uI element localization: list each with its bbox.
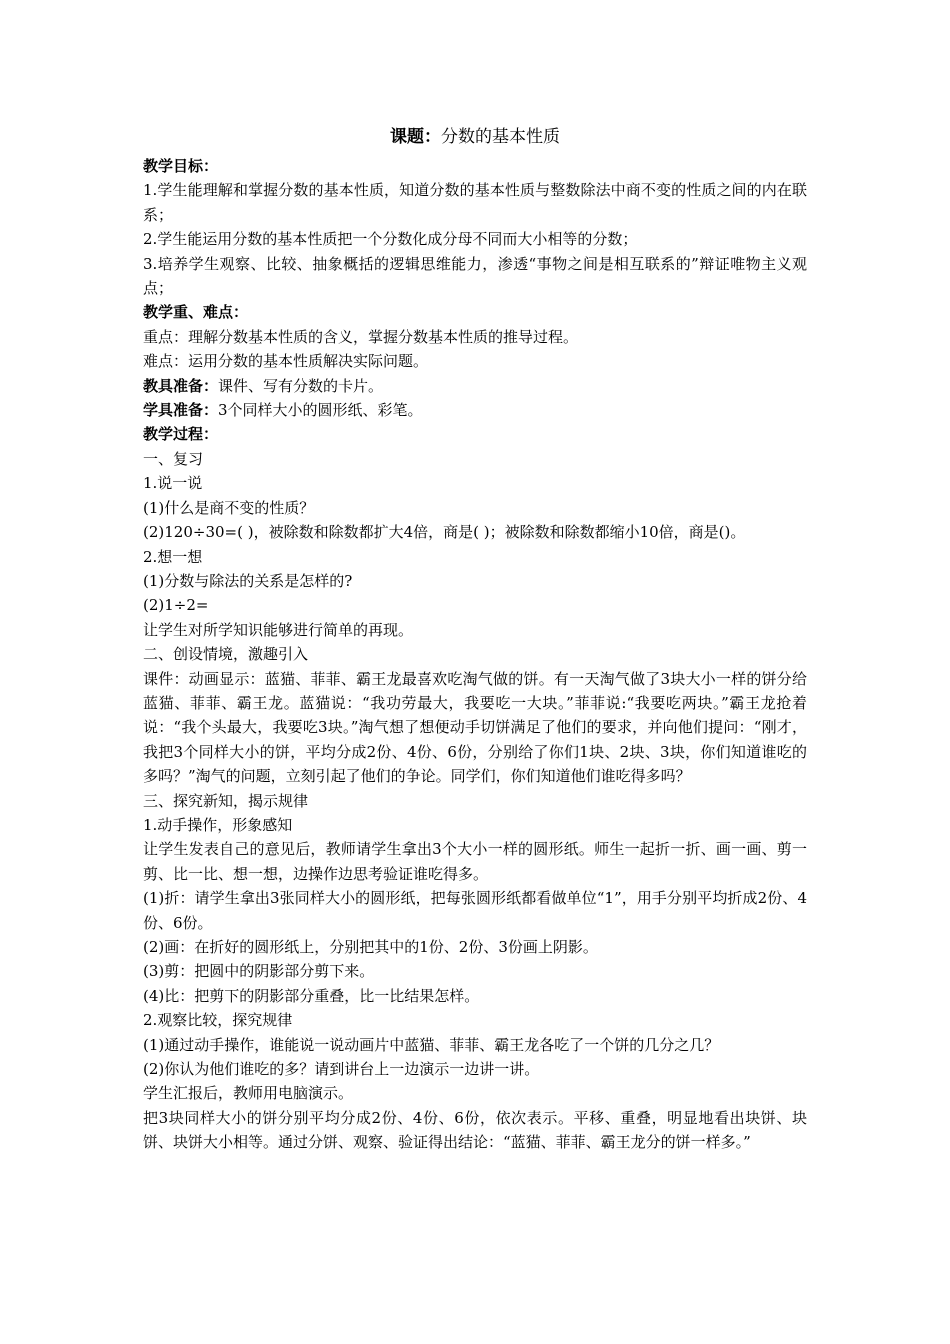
key-point: 重点：理解分数基本性质的含义，掌握分数基本性质的推导过程。	[143, 327, 579, 346]
process-line: (4)比：把剪下的阴影部分重叠，比一比结果怎样。	[143, 986, 480, 1005]
process-line: 2.观察比较，探究规律	[143, 1011, 293, 1030]
process-line: 把3块同样大小的饼分别平均分成2份、4份、6份，依次表示。平移、重叠，明显地看出块饼、块饼、块饼大小相等。通过分饼、观察、验证得出结论：“蓝猫、菲菲、霸王龙分的饼一样多。”	[143, 1108, 807, 1152]
process-line: (1)分数与除法的关系是怎样的?	[143, 571, 353, 590]
process-line: 二、创设情境，激趣引入	[143, 645, 309, 664]
process-line: 课件：动画显示：蓝猫、菲菲、霸王龙最喜欢吃淘气做的饼。有一天淘气做了3块大小一样的饼分给蓝猫、菲菲、霸王龙。蓝猫说：“我功劳最大，我要吃一大块。”菲菲说:“我要吃两块。”霸王龙抢着说：“我个头最大，我要吃3块。”淘气想了想便动手切饼满足了他们的要求，并向他们提问：“刚才，我把3个同样大小的饼，平均分成2份、4份、6份，分别给了你们1块、2块、3块，你们知道谁吃的多吗？”淘气的问题，立刻引起了他们的争论。同学们，你们知道他们谁吃得多吗？	[143, 669, 807, 786]
process-line: (1)什么是商不变的性质？	[143, 498, 315, 517]
objectives-heading: 教学目标：	[143, 157, 219, 175]
process-line: (2)画：在折好的圆形纸上，分别把其中的1份、2份、3份画上阴影。	[143, 938, 598, 956]
process-line: (2)你认为他们谁吃的多？请到讲台上一边演示一边讲一讲。	[143, 1060, 540, 1079]
process-line: 三、探究新知，揭示规律	[143, 791, 309, 810]
process-line: 1.动手操作，形象感知	[143, 815, 293, 834]
process-line: 让学生对所学知识能够进行简单的再现。	[143, 620, 414, 639]
process-line: (3)剪：把圆中的阴影部分剪下来。	[143, 962, 375, 981]
difficult-point: 难点：运用分数的基本性质解决实际问题。	[143, 352, 429, 371]
process-line: 2.想一想	[143, 547, 203, 566]
title-text: 分数的基本性质	[441, 127, 560, 147]
lesson-title	[143, 120, 807, 154]
process-line: (2)1÷2=	[143, 596, 209, 615]
teacher-prep	[143, 374, 807, 398]
title-label: 课题：	[390, 127, 441, 147]
process-lines	[143, 447, 807, 1155]
student-prep-label: 学具准备：	[143, 401, 219, 420]
process-line: 一、复习	[143, 449, 204, 468]
teacher-prep-text: 课件、写有分数的卡片。	[218, 376, 384, 395]
process-line: (2)120÷30=( )，被除数和除数都扩大4倍，商是( )；被除数和除数都缩小10倍，商是()。	[143, 523, 746, 542]
objective-1: 1.学生能理解和掌握分数的基本性质，知道分数的基本性质与整数除法中商不变的性质之间的内在联系；	[143, 181, 807, 224]
process-line: 让学生发表自己的意见后，教师请学生拿出3个大小一样的圆形纸。师生一起折一折、画一画、剪一剪、比一比、想一想，边操作边思考验证谁吃得多。	[143, 840, 807, 883]
objective-2: 2.学生能运用分数的基本性质把一个分数化成分母不同而大小相等的分数；	[143, 230, 638, 249]
process-heading: 教学过程：	[143, 425, 219, 444]
process-line: 1.说一说	[143, 474, 203, 493]
teacher-prep-label: 教具准备：	[143, 376, 219, 395]
process-line: (1)折：请学生拿出3张同样大小的圆形纸，把每张圆形纸都看做单位“1”，用手分别平均折成2份、4份、6份。	[143, 889, 807, 932]
student-prep	[143, 398, 807, 422]
document-page	[143, 120, 807, 1155]
process-line: 学生汇报后，教师用电脑演示。	[143, 1084, 354, 1103]
student-prep-text: 3个同样大小的圆形纸、彩笔。	[218, 401, 423, 420]
objective-3: 3.培养学生观察、比较、抽象概括的逻辑思维能力，渗透“事物之间是相互联系的”辩证唯物主义观点；	[143, 254, 807, 298]
key-points-heading: 教学重、难点：	[143, 303, 249, 322]
process-line: (1)通过动手操作，谁能说一说动画片中蓝猫、菲菲、霸王龙各吃了一个饼的几分之几？	[143, 1035, 720, 1054]
